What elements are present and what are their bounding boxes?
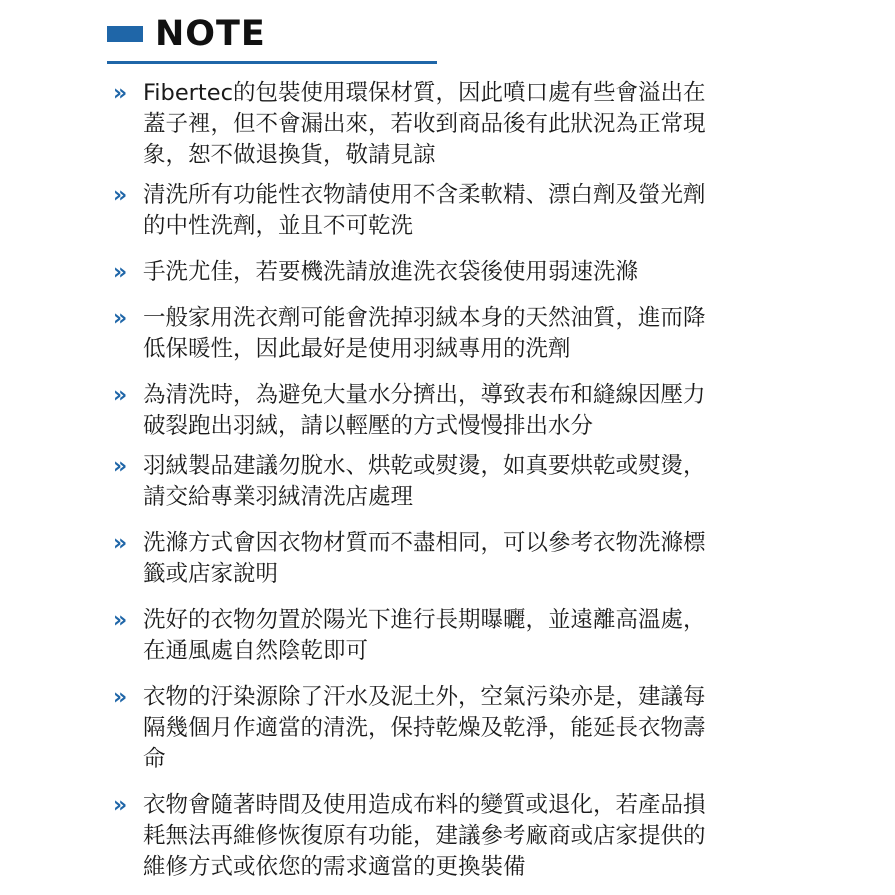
note-line: 請交給專業羽絨清洗店處理 bbox=[143, 484, 414, 510]
note-item bbox=[113, 257, 803, 288]
note-line: 手洗尤佳，若要機洗請放進洗衣袋後使用弱速洗滌 bbox=[143, 259, 639, 285]
note-line: 象，恕不做退換貨，敬請見諒 bbox=[143, 142, 436, 168]
note-item bbox=[113, 380, 803, 442]
note-item bbox=[113, 682, 803, 775]
double-chevron-right-icon: » bbox=[113, 531, 128, 556]
note-line: 羽絨製品建議勿脫水、烘乾或熨燙，如真要烘乾或熨燙， bbox=[143, 453, 706, 479]
note-line: 洗好的衣物勿置於陽光下進行長期曝曬，並遠離高溫處， bbox=[143, 607, 706, 633]
note-item bbox=[113, 451, 803, 513]
double-chevron-right-icon: » bbox=[113, 260, 128, 285]
note-line: Fibertec的包裝使用環保材質，因此噴口處有些會溢出在 bbox=[143, 80, 706, 106]
note-item bbox=[113, 528, 803, 590]
note-line: 為清洗時，為避免大量水分擠出，導致表布和縫線因壓力 bbox=[143, 382, 706, 408]
double-chevron-right-icon: » bbox=[113, 383, 128, 408]
note-header bbox=[107, 14, 437, 66]
double-chevron-right-icon: » bbox=[113, 685, 128, 710]
note-line: 低保暖性，因此最好是使用羽絨專用的洗劑 bbox=[143, 336, 571, 362]
note-line: 命 bbox=[143, 746, 166, 772]
note-line: 破裂跑出羽絨，請以輕壓的方式慢慢排出水分 bbox=[143, 413, 594, 439]
note-line: 清洗所有功能性衣物請使用不含柔軟精、漂白劑及螢光劑 bbox=[143, 182, 706, 208]
note-line: 衣物會隨著時間及使用造成布料的變質或退化，若產品損 bbox=[143, 792, 706, 818]
note-line: 衣物的汙染源除了汗水及泥土外，空氣污染亦是，建議每 bbox=[143, 684, 706, 710]
notes-list bbox=[113, 78, 803, 892]
double-chevron-right-icon: » bbox=[113, 793, 128, 818]
note-line: 耗無法再維修恢復原有功能，建議參考廠商或店家提供的 bbox=[143, 823, 706, 849]
note-line: 隔幾個月作適當的清洗，保持乾燥及乾淨，能延長衣物壽 bbox=[143, 715, 706, 741]
double-chevron-right-icon: » bbox=[113, 183, 128, 208]
note-item bbox=[113, 605, 803, 667]
double-chevron-right-icon: » bbox=[113, 81, 128, 106]
header-underline bbox=[107, 61, 437, 64]
double-chevron-right-icon: » bbox=[113, 608, 128, 633]
note-item bbox=[113, 180, 803, 242]
note-item bbox=[113, 790, 803, 883]
note-line: 蓋子裡，但不會漏出來，若收到商品後有此狀況為正常現 bbox=[143, 111, 706, 137]
page-title: NOTE bbox=[155, 14, 266, 54]
double-chevron-right-icon: » bbox=[113, 454, 128, 479]
note-item bbox=[113, 303, 803, 365]
header-accent-bar bbox=[107, 26, 143, 42]
note-line: 籤或店家說明 bbox=[143, 561, 279, 587]
double-chevron-right-icon: » bbox=[113, 306, 128, 331]
note-line: 在通風處自然陰乾即可 bbox=[143, 638, 369, 664]
note-line: 洗滌方式會因衣物材質而不盡相同，可以參考衣物洗滌標 bbox=[143, 530, 706, 556]
note-line: 一般家用洗衣劑可能會洗掉羽絨本身的天然油質，進而降 bbox=[143, 305, 706, 331]
note-item bbox=[113, 78, 803, 171]
note-line: 的中性洗劑，並且不可乾洗 bbox=[143, 213, 414, 239]
note-line: 維修方式或依您的需求適當的更換裝備 bbox=[143, 854, 526, 880]
